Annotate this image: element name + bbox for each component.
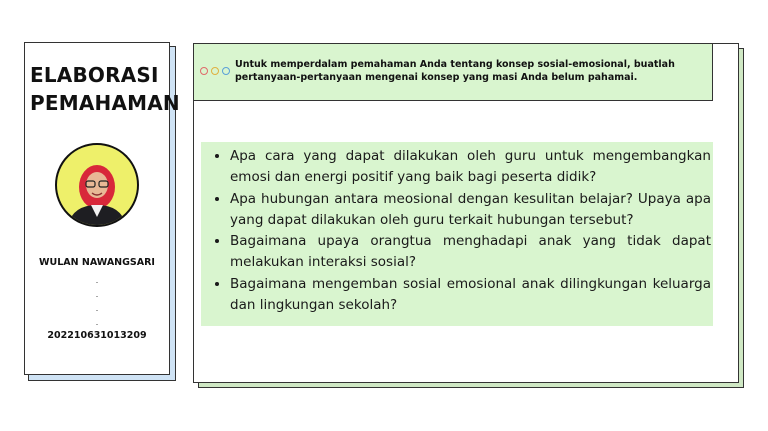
blue-dot-icon [222, 67, 230, 75]
separator-dots: . . . . [95, 275, 99, 327]
list-item: • Apa cara yang dapat dilakukan oleh guru untuk mengembangkan emosi dan energi positif yang baik bagi peserta didik? [230, 146, 711, 189]
red-dot-icon [200, 67, 208, 75]
avatar [55, 143, 139, 227]
instruction-text: Untuk memperdalam pemahaman Anda tentang konsep sosial-emosional, buatlah pertanyaan-pertanyaan mengenai konsep yang masi Anda belum pahamai. [235, 59, 675, 83]
student-name: WULAN NAWANGSARI [39, 257, 155, 268]
list-item: • Bagaimana upaya orangtua menghadapi anak yang tidak dapat melakukan interaksi sosial? [230, 231, 711, 274]
instruction-bar [193, 43, 713, 101]
yellow-dot-icon [211, 67, 219, 75]
content-panel [193, 43, 739, 383]
list-item: • Bagaimana mengemban sosial emosional anak dilingkungan keluarga dan lingkungan sekolah? [230, 274, 711, 317]
question-list [201, 142, 713, 326]
student-id: 202210631013209 [47, 330, 147, 341]
list-item: • Apa hubungan antara meosional dengan kesulitan belajar? Upaya apa yang dapat dilakukan oleh guru terkait hubungan tersebut? [230, 189, 711, 232]
profile-card [24, 42, 180, 375]
page-title: ELABORASI PEMAHAMAN [30, 63, 180, 115]
window-dots [200, 67, 230, 75]
person-portrait-icon [57, 145, 137, 225]
